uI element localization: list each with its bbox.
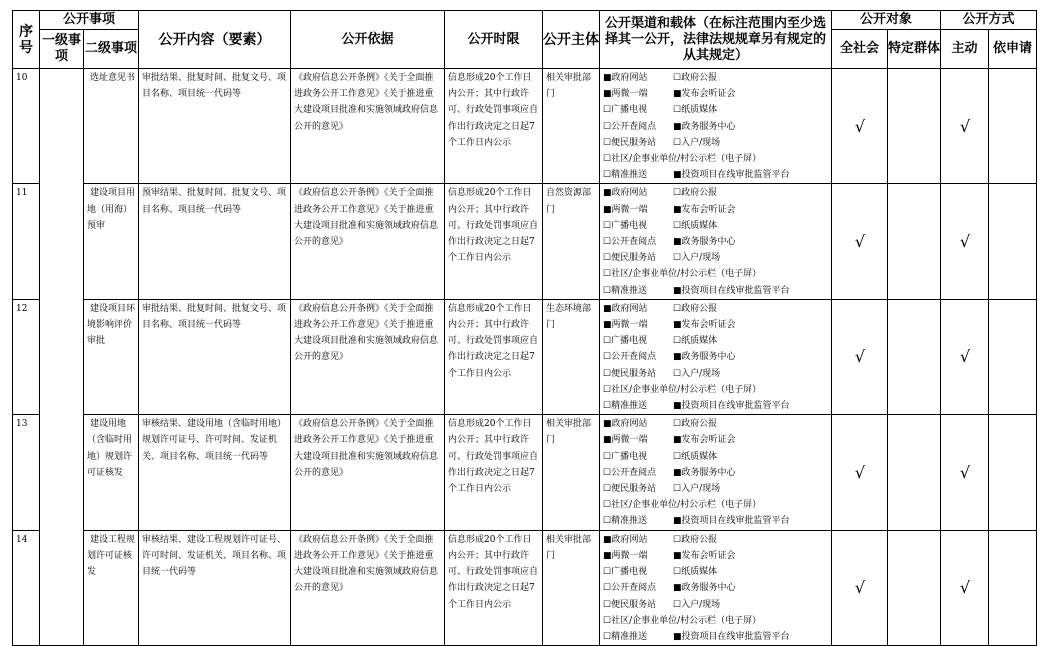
mode-request-cell: [989, 184, 1037, 299]
channel-option-community-board: ☐社区/企事业单位/村公示栏（电子屏）: [603, 615, 762, 626]
channel-cell: [600, 69, 832, 184]
channel-option-convenience-station: ☐便民服务站: [603, 484, 657, 495]
channel-line: [603, 513, 829, 529]
mode-request-cell: [989, 530, 1037, 645]
channel-line: [603, 629, 829, 645]
time-limit-cell: 信息形成20个工作日内公开；其中行政许可、行政处罚事项应自作出行政决定之日起7个工作日内公示: [445, 415, 543, 530]
channel-line: [603, 151, 829, 167]
channel-option-service-center: ■政务服务中心: [673, 352, 736, 363]
channel-line: [603, 283, 829, 299]
channel-option-door-site: ☐入户/现场: [673, 599, 721, 610]
channel-option-press-conf: ■发布会听证会: [673, 204, 736, 215]
time-limit-cell: 信息形成20个工作日内公开；其中行政许可、行政处罚事项应自作出行政决定之日起7个工作日内公示: [445, 530, 543, 645]
header-basis: 公开依据: [291, 11, 445, 69]
channel-option-gov-site: ■政府网站: [603, 419, 648, 430]
channel-option-community-board: ☐社区/企事业单位/村公示栏（电子屏）: [603, 154, 762, 165]
channel-option-community-board: ☐社区/企事业单位/村公示栏（电子屏）: [603, 384, 762, 395]
level2-item-text: 选址意见书: [90, 73, 136, 83]
mode-active-check: √: [941, 415, 989, 530]
channel-option-approval-platform: ■投资项目在线审批监管平台: [673, 631, 790, 642]
channel-line: [603, 597, 829, 613]
channel-line: [603, 580, 829, 596]
mode-active-check: √: [941, 69, 989, 184]
channel-option-approval-platform: ■投资项目在线审批监管平台: [673, 516, 790, 527]
disclosure-table: [12, 10, 1037, 646]
channel-option-convenience-station: ☐便民服务站: [603, 599, 657, 610]
channel-option-precise-push: ☐精准推送: [603, 401, 648, 412]
channel-option-reading-point: ☐公开查阅点: [603, 467, 657, 478]
channel-line: [603, 613, 829, 629]
row-number: 13: [13, 415, 40, 530]
channel-option-door-site: ☐入户/现场: [673, 253, 721, 264]
subject-cell: 生态环境部门: [543, 299, 600, 414]
channel-option-gov-gazette: ☐政府公报: [673, 534, 718, 545]
channel-option-radio-tv: ☐广播电视: [603, 336, 648, 347]
channel-option-gov-gazette: ☐政府公报: [673, 303, 718, 314]
target-specific-cell: [888, 184, 941, 299]
header-channel: 公开渠道和载体（在标注范围内至少选择其一公开，法律法规规章另有规定的从其规定）: [600, 11, 832, 69]
channel-option-paper-media: ☐纸质媒体: [673, 336, 718, 347]
channel-option-paper-media: ☐纸质媒体: [673, 567, 718, 578]
channel-line: [603, 382, 829, 398]
channel-line: [603, 432, 829, 448]
subject-cell: 相关审批部门: [543, 415, 600, 530]
channel-option-gov-site: ■政府网站: [603, 188, 648, 199]
channel-line: [603, 548, 829, 564]
level2-item: [84, 415, 139, 530]
header-target: 公开对象: [832, 11, 941, 30]
target-all-check: √: [832, 415, 888, 530]
content-cell: 审核结果、建设工程规划许可证号、许可时间、发证机关、项目名称、项目统一代码等: [139, 530, 291, 645]
channel-option-door-site: ☐入户/现场: [673, 137, 721, 148]
channel-option-convenience-station: ☐便民服务站: [603, 137, 657, 148]
time-limit-cell: 信息形成20个工作日内公开；其中行政许可、行政处罚事项应自作出行政决定之日起7个工作日内公示: [445, 184, 543, 299]
channel-option-gov-gazette: ☐政府公报: [673, 188, 718, 199]
channel-option-paper-media: ☐纸质媒体: [673, 451, 718, 462]
channel-option-convenience-station: ☐便民服务站: [603, 253, 657, 264]
channel-option-precise-push: ☐精准推送: [603, 285, 648, 296]
content-cell: 审核结果、建设用地（含临时用地）规划许可证号、许可时间、发证机关、项目名称、项目统一代码等: [139, 415, 291, 530]
channel-line: [603, 465, 829, 481]
table-row: [13, 299, 1037, 414]
mode-active-check: √: [941, 530, 989, 645]
disclosure-table-sheet: [12, 10, 1036, 646]
channel-option-two-micro: ■两微一端: [603, 89, 648, 100]
channel-line: [603, 333, 829, 349]
level2-item: [84, 530, 139, 645]
channel-option-reading-point: ☐公开查阅点: [603, 352, 657, 363]
channel-option-reading-point: ☐公开查阅点: [603, 237, 657, 248]
content-cell: 审批结果、批复时间、批复文号、项目名称、项目统一代码等: [139, 299, 291, 414]
channel-cell: [600, 184, 832, 299]
level2-item-text: 建设用地（含临时用地）规划许可证核发: [87, 419, 133, 478]
target-all-check: √: [832, 69, 888, 184]
row-number: 14: [13, 530, 40, 645]
channel-line: [603, 481, 829, 497]
header-target-all: 全社会: [832, 30, 888, 69]
channel-option-approval-platform: ■投资项目在线审批监管平台: [673, 285, 790, 296]
level2-item: [84, 184, 139, 299]
channel-option-press-conf: ■发布会听证会: [673, 435, 736, 446]
channel-option-approval-platform: ■投资项目在线审批监管平台: [673, 401, 790, 412]
target-specific-cell: [888, 530, 941, 645]
basis-cell: 《政府信息公开条例》《关于全面推进政务公开工作意见》《关于推进重大建设项目批准和实施领域政府信息公开的意见》: [291, 69, 445, 184]
channel-option-press-conf: ■发布会听证会: [673, 550, 736, 561]
channel-option-precise-push: ☐精准推送: [603, 516, 648, 527]
target-all-check: √: [832, 299, 888, 414]
channel-option-press-conf: ■发布会听证会: [673, 89, 736, 100]
header-target-specific: 特定群体: [888, 30, 941, 69]
channel-option-paper-media: ☐纸质媒体: [673, 105, 718, 116]
level2-item-text: 建设项目用地（用海）预审: [87, 188, 136, 231]
channel-line: [603, 398, 829, 414]
target-specific-cell: [888, 415, 941, 530]
channel-line: [603, 202, 829, 218]
table-row: [13, 530, 1037, 645]
mode-active-check: √: [941, 184, 989, 299]
row-number: 11: [13, 184, 40, 299]
channel-option-gov-gazette: ☐政府公报: [673, 419, 718, 430]
header-content: 公开内容（要素）: [139, 11, 291, 69]
header-matter: 公开事项: [40, 11, 139, 30]
level2-item: [84, 299, 139, 414]
channel-option-radio-tv: ☐广播电视: [603, 220, 648, 231]
channel-line: [603, 218, 829, 234]
channel-line: [603, 449, 829, 465]
header-time-limit: 公开时限: [445, 11, 543, 69]
channel-option-radio-tv: ☐广播电视: [603, 567, 648, 578]
channel-line: [603, 349, 829, 365]
channel-option-gov-site: ■政府网站: [603, 303, 648, 314]
channel-option-paper-media: ☐纸质媒体: [673, 220, 718, 231]
level2-item-text: 建设工程规划许可证核发: [87, 534, 136, 578]
subject-cell: 相关审批部门: [543, 530, 600, 645]
channel-line: [603, 301, 829, 317]
mode-active-check: √: [941, 299, 989, 414]
channel-option-service-center: ■政务服务中心: [673, 583, 736, 594]
channel-option-two-micro: ■两微一端: [603, 204, 648, 215]
channel-line: [603, 119, 829, 135]
basis-cell: 《政府信息公开条例》《关于全面推进政务公开工作意见》《关于推进重大建设项目批准和实施领域政府信息公开的意见》: [291, 530, 445, 645]
channel-option-reading-point: ☐公开查阅点: [603, 583, 657, 594]
basis-cell: 《政府信息公开条例》《关于全面推进政务公开工作意见》《关于推进重大建设项目批准和实施领域政府信息公开的意见》: [291, 184, 445, 299]
channel-option-convenience-station: ☐便民服务站: [603, 368, 657, 379]
time-limit-cell: 信息形成20个工作日内公开；其中行政许可、行政处罚事项应自作出行政决定之日起7个工作日内公示: [445, 299, 543, 414]
channel-option-radio-tv: ☐广播电视: [603, 451, 648, 462]
target-specific-cell: [888, 299, 941, 414]
basis-cell: 《政府信息公开条例》《关于全面推进政务公开工作意见》《关于推进重大建设项目批准和实施领域政府信息公开的意见》: [291, 415, 445, 530]
channel-line: [603, 416, 829, 432]
channel-line: [603, 564, 829, 580]
channel-option-community-board: ☐社区/企事业单位/村公示栏（电子屏）: [603, 269, 762, 280]
basis-cell: 《政府信息公开条例》《关于全面推进政务公开工作意见》《关于推进重大建设项目批准和实施领域政府信息公开的意见》: [291, 299, 445, 414]
target-all-check: √: [832, 530, 888, 645]
channel-option-radio-tv: ☐广播电视: [603, 105, 648, 116]
channel-line: [603, 366, 829, 382]
row-number: 12: [13, 299, 40, 414]
table-row: [13, 184, 1037, 299]
channel-option-two-micro: ■两微一端: [603, 435, 648, 446]
mode-request-cell: [989, 415, 1037, 530]
channel-option-door-site: ☐入户/现场: [673, 484, 721, 495]
channel-line: [603, 70, 829, 86]
channel-option-precise-push: ☐精准推送: [603, 631, 648, 642]
target-all-check: √: [832, 184, 888, 299]
channel-cell: [600, 299, 832, 414]
channel-line: [603, 102, 829, 118]
subject-cell: 相关审批部门: [543, 69, 600, 184]
mode-request-cell: [989, 299, 1037, 414]
channel-option-two-micro: ■两微一端: [603, 320, 648, 331]
content-cell: 审批结果、批复时间、批复文号、项目名称、项目统一代码等: [139, 69, 291, 184]
row-number: 10: [13, 69, 40, 184]
header-subject: 公开主体: [543, 11, 600, 69]
time-limit-cell: 信息形成20个工作日内公开；其中行政许可、行政处罚事项应自作出行政决定之日起7个工作日内公示: [445, 69, 543, 184]
channel-option-service-center: ■政务服务中心: [673, 467, 736, 478]
channel-line: [603, 266, 829, 282]
channel-line: [603, 234, 829, 250]
channel-line: [603, 250, 829, 266]
content-cell: 预审结果、批复时间、批复文号、项目名称、项目统一代码等: [139, 184, 291, 299]
channel-line: [603, 497, 829, 513]
header-level1: 一级事项: [40, 30, 84, 69]
channel-line: [603, 167, 829, 183]
channel-line: [603, 532, 829, 548]
level2-item-text: 建设项目环境影响评价审批: [87, 303, 136, 347]
channel-cell: [600, 415, 832, 530]
channel-line: [603, 86, 829, 102]
channel-option-service-center: ■政务服务中心: [673, 237, 736, 248]
channel-option-two-micro: ■两微一端: [603, 550, 648, 561]
target-specific-cell: [888, 69, 941, 184]
table-row: [13, 69, 1037, 184]
mode-request-cell: [989, 69, 1037, 184]
level2-item: [84, 69, 139, 184]
channel-cell: [600, 530, 832, 645]
table-row: [13, 415, 1037, 530]
channel-option-gov-site: ■政府网站: [603, 73, 648, 83]
channel-option-reading-point: ☐公开查阅点: [603, 121, 657, 132]
channel-option-press-conf: ■发布会听证会: [673, 320, 736, 331]
channel-option-door-site: ☐入户/现场: [673, 368, 721, 379]
header-level2: 二级事项: [84, 30, 139, 69]
header-seq: 序号: [13, 11, 40, 69]
channel-option-precise-push: ☐精准推送: [603, 170, 648, 181]
channel-option-gov-gazette: ☐政府公报: [673, 73, 718, 83]
channel-line: [603, 135, 829, 151]
channel-option-approval-platform: ■投资项目在线审批监管平台: [673, 170, 790, 181]
header-mode-active: 主动: [941, 30, 989, 69]
channel-line: [603, 317, 829, 333]
subject-cell: 自然资源部门: [543, 184, 600, 299]
header-mode-request: 依申请: [989, 30, 1037, 69]
header-mode: 公开方式: [941, 11, 1037, 30]
channel-option-gov-site: ■政府网站: [603, 534, 648, 545]
level1-cell: [40, 69, 84, 646]
channel-option-community-board: ☐社区/企事业单位/村公示栏（电子屏）: [603, 500, 762, 511]
channel-option-service-center: ■政务服务中心: [673, 121, 736, 132]
channel-line: [603, 185, 829, 201]
